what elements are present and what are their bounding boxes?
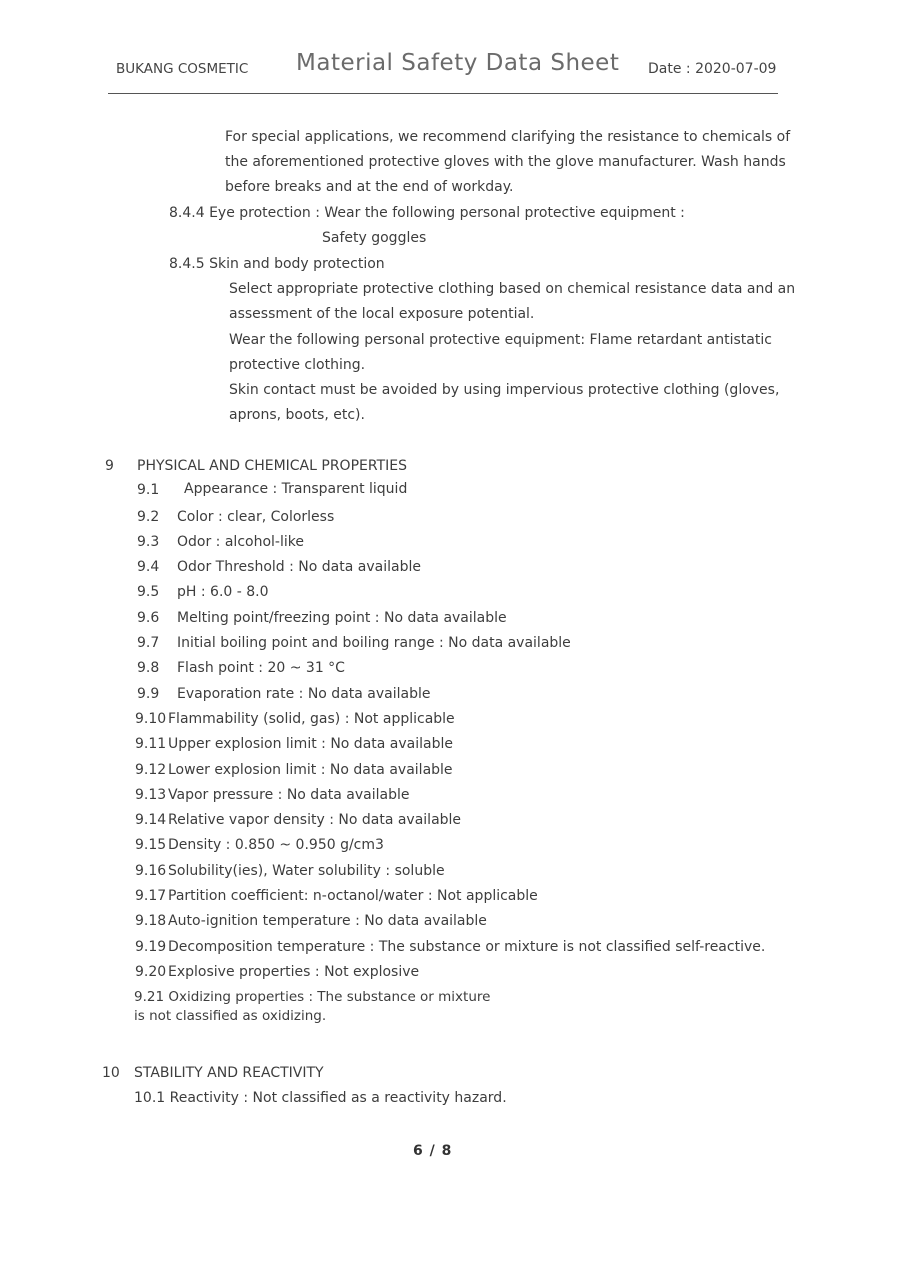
property-number: 9.7 [137, 635, 160, 651]
property-text: Color : clear, Colorless [177, 509, 335, 525]
property-oxidizing-line: is not classified as oxidizing. [134, 1008, 327, 1024]
section-9-title: PHYSICAL AND CHEMICAL PROPERTIES [137, 458, 407, 474]
property-number: 9.14 [135, 812, 167, 828]
property-text: Melting point/freezing point : No data available [177, 610, 507, 626]
eye-protection-item: Safety goggles [322, 230, 427, 246]
property-text: Auto-ignition temperature : No data available [168, 913, 487, 929]
section-10-number: 10 [102, 1065, 120, 1081]
property-text: Solubility(ies), Water solubility : soluble [168, 863, 445, 879]
page-number: 6 / 8 [413, 1143, 453, 1159]
gloves-text-line: For special applications, we recommend clarifying the resistance to chemicals of [225, 129, 791, 145]
skin-text-line: Select appropriate protective clothing based on chemical resistance data and an [229, 281, 796, 297]
property-text: Odor : alcohol-like [177, 534, 304, 550]
property-number: 9.18 [135, 913, 167, 929]
property-text: Vapor pressure : No data available [168, 787, 410, 803]
skin-text-line: aprons, boots, etc). [229, 407, 365, 423]
property-number: 9.9 [137, 686, 160, 702]
property-number: 9.6 [137, 610, 160, 626]
property-number: 9.4 [137, 559, 160, 575]
property-text: Explosive properties : Not explosive [168, 964, 420, 980]
property-text: Density : 0.850 ~ 0.950 g/cm3 [168, 837, 384, 853]
property-number: 9.20 [135, 964, 167, 980]
property-number: 9.10 [135, 711, 167, 727]
property-text: Lower explosion limit : No data available [168, 762, 453, 778]
property-text: Decomposition temperature : The substance or mixture is not classified self-reactive. [168, 939, 766, 955]
property-number: 9.19 [135, 939, 167, 955]
property-number: 9.1 [137, 482, 160, 498]
skin-text-line: assessment of the local exposure potential. [229, 306, 535, 322]
property-number: 9.13 [135, 787, 167, 803]
property-text: Evaporation rate : No data available [177, 686, 431, 702]
document-date: Date : 2020-07-09 [648, 61, 777, 77]
property-number: 9.5 [137, 584, 160, 600]
property-text: Partition coefficient: n-octanol/water : Not applicable [168, 888, 538, 904]
skin-text-line: Skin contact must be avoided by using impervious protective clothing (gloves, [229, 382, 780, 398]
skin-protection-heading: 8.4.5 Skin and body protection [169, 256, 385, 272]
property-number: 9.2 [137, 509, 160, 525]
property-text: Relative vapor density : No data available [168, 812, 462, 828]
section-10-title: STABILITY AND REACTIVITY [134, 1065, 324, 1081]
property-number: 9.3 [137, 534, 160, 550]
property-number: 9.17 [135, 888, 167, 904]
property-number: 9.12 [135, 762, 167, 778]
gloves-text-line: before breaks and at the end of workday. [225, 179, 514, 195]
skin-text-line: protective clothing. [229, 357, 366, 373]
header-divider [108, 93, 778, 94]
property-oxidizing-line: 9.21 Oxidizing properties : The substance or mixture [134, 989, 491, 1005]
property-number: 9.8 [137, 660, 160, 676]
property-text: Upper explosion limit : No data available [168, 736, 453, 752]
property-text: Flash point : 20 ~ 31 °C [177, 660, 345, 676]
gloves-text-line: the aforementioned protective gloves with the glove manufacturer. Wash hands [225, 154, 786, 170]
section-9-number: 9 [105, 458, 114, 474]
property-text: Appearance : Transparent liquid [184, 481, 408, 497]
property-text: pH : 6.0 - 8.0 [177, 584, 269, 600]
eye-protection-line: 8.4.4 Eye protection : Wear the following personal protective equipment : [169, 205, 685, 221]
company-name: BUKANG COSMETIC [116, 61, 249, 77]
document-title: Material Safety Data Sheet [296, 50, 620, 76]
skin-text-line: Wear the following personal protective equipment: Flame retardant antistatic [229, 332, 772, 348]
property-number: 9.11 [135, 736, 167, 752]
property-text: Odor Threshold : No data available [177, 559, 421, 575]
property-number: 9.15 [135, 837, 167, 853]
property-text: Flammability (solid, gas) : Not applicable [168, 711, 455, 727]
property-text: Initial boiling point and boiling range : No data available [177, 635, 571, 651]
property-number: 9.16 [135, 863, 167, 879]
reactivity-line: 10.1 Reactivity : Not classified as a reactivity hazard. [134, 1090, 507, 1106]
